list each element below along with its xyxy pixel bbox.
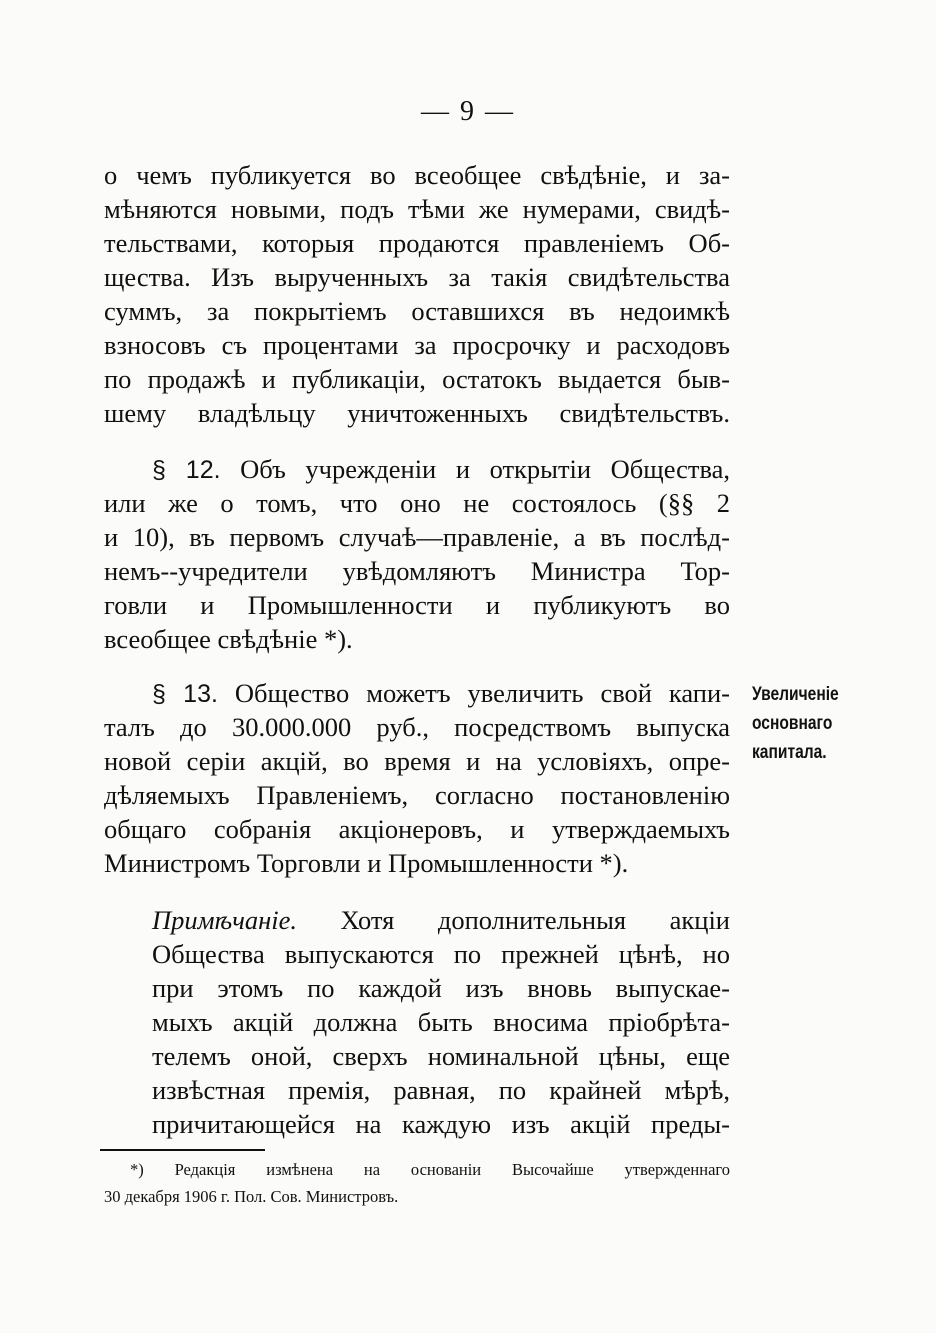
footnote-line: 30 декабря 1906 г. Пол. Сов. Министровъ. (104, 1187, 399, 1206)
text-line: Объ учрежденіи и открытіи Общества, (240, 454, 731, 484)
text-line: тельствами, которыя продаются правленіемъ Об- (104, 228, 730, 258)
text-line: извѣстная премія, равная, по крайней мѣрѣ, (152, 1075, 730, 1105)
text-line: причитающейся на каждую изъ акцій преды- (152, 1109, 730, 1139)
text-line: взносовъ съ процентами за просрочку и расходовъ (104, 330, 730, 360)
text-line: Хотя дополнительныя акціи (340, 905, 730, 935)
section-number: § 12. (152, 456, 221, 484)
text-line: говли и Промышленности и публикуютъ во (104, 590, 730, 620)
page-number: — 9 — (421, 96, 515, 127)
text-line: Общество можетъ увеличить свой капи- (234, 678, 730, 708)
text-line: и 10), въ первомъ случаѣ—правленіе, а въ послѣд- (104, 522, 730, 552)
text-line: мѣняются новыми, подъ тѣми же нумерами, свидѣ- (104, 194, 730, 224)
text-line: щества. Изъ вырученныхъ за такія свидѣтельства (104, 262, 730, 292)
text-line: всеобщее свѣдѣніе *). (104, 624, 353, 654)
text-line: мыхъ акцій должна быть вносима пріобрѣта- (152, 1007, 730, 1037)
text-line: дѣляемыхъ Правленіемъ, согласно постановленію (104, 780, 730, 810)
text-line: телемъ оной, сверхъ номинальной цѣны, еще (152, 1041, 730, 1071)
text-line: новой серіи акцій, во время и на условіяхъ, опре- (104, 746, 730, 776)
text-line: или же о томъ, что оно не состоялось (§§ 2 (104, 488, 730, 518)
text-line: общаго собранія акціонеровъ, и утверждаемыхъ (104, 814, 730, 844)
text-line: Общества выпускаются по прежней цѣнѣ, но (152, 939, 730, 969)
margin-note-line: капитала. (752, 742, 827, 763)
text-line: суммъ, за покрытіемъ оставшихся въ недоимкѣ (104, 296, 730, 326)
margin-note-line: основнаго (752, 713, 833, 734)
note-first-line (152, 903, 730, 937)
margin-note-line: Увеличеніе (752, 684, 839, 705)
text-line: шему владѣльцу уничтоженныхъ свидѣтельствъ. (104, 398, 730, 428)
text-line: талъ до 30.000.000 руб., посредствомъ выпуска (104, 712, 730, 742)
text-line: Министромъ Торговли и Промышленности *). (104, 848, 629, 878)
section-number: § 13. (152, 680, 218, 708)
note-label: Примѣчаніе. (152, 905, 298, 935)
text-line: о чемъ публикуется во всеобщее свѣдѣніе, и за- (104, 160, 730, 190)
footnote-line: *) Редакція измѣнена на основаніи Высочайше утвержденнаго (130, 1160, 730, 1179)
footnote-divider (100, 1149, 265, 1151)
text-line: немъ--учредители увѣдомляютъ Министра Тор- (104, 556, 730, 586)
section-13-first-line (152, 676, 730, 711)
section-12-first-line (152, 452, 730, 487)
text-line: по продажѣ и публикаціи, остатокъ выдается быв- (104, 364, 730, 394)
text-line: при этомъ по каждой изъ вновь выпускае- (152, 973, 730, 1003)
